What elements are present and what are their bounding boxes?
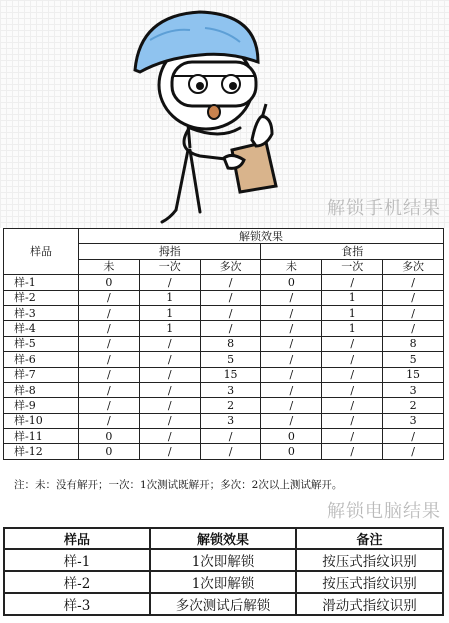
pc-cell: 滑动式指纹识别 <box>296 593 443 615</box>
result-cell: 0 <box>261 275 322 290</box>
phone-results-caption: 解锁手机结果 <box>327 198 441 219</box>
table-row <box>4 593 443 615</box>
result-cell: / <box>383 444 444 459</box>
sample-cell: 样-7 <box>4 367 79 382</box>
table-row <box>4 290 444 305</box>
result-cell: / <box>200 290 261 305</box>
table-row <box>4 571 443 593</box>
result-cell: / <box>383 290 444 305</box>
sample-cell: 样-6 <box>4 352 79 367</box>
result-cell: / <box>261 305 322 320</box>
sample-cell: 样-11 <box>4 429 79 444</box>
table-row <box>4 336 444 351</box>
result-cell: 0 <box>79 444 140 459</box>
sample-cell: 样-10 <box>4 413 79 428</box>
result-cell: / <box>139 398 200 413</box>
sample-cell: 样-8 <box>4 382 79 397</box>
sample-cell: 样-1 <box>4 275 79 290</box>
result-cell: 0 <box>261 429 322 444</box>
sample-cell: 样-2 <box>4 290 79 305</box>
table-row <box>4 444 444 459</box>
result-cell: 1 <box>322 305 383 320</box>
phone-table-body <box>4 275 444 460</box>
result-cell: / <box>139 413 200 428</box>
result-cell: 3 <box>383 413 444 428</box>
sample-cell: 样-9 <box>4 398 79 413</box>
pc-header-cell: 备注 <box>296 528 443 549</box>
result-cell: / <box>200 429 261 444</box>
result-cell: / <box>322 444 383 459</box>
result-cell: / <box>322 367 383 382</box>
sub-header-cell: 未 <box>79 259 140 274</box>
result-cell: / <box>79 398 140 413</box>
result-cell: / <box>261 321 322 336</box>
sample-cell: 样-3 <box>4 305 79 320</box>
result-cell: / <box>139 275 200 290</box>
result-cell: / <box>79 321 140 336</box>
result-cell: / <box>383 429 444 444</box>
phone-results-table <box>3 228 444 460</box>
result-cell: / <box>261 367 322 382</box>
table-row <box>4 321 444 336</box>
result-cell: / <box>322 413 383 428</box>
pc-results-table <box>3 527 444 616</box>
sub-header-cell: 一次 <box>322 259 383 274</box>
result-cell: / <box>79 382 140 397</box>
result-cell: / <box>322 352 383 367</box>
table-row <box>4 382 444 397</box>
pc-cell: 样-2 <box>4 571 150 593</box>
sub-header-cell: 一次 <box>139 259 200 274</box>
result-cell: / <box>79 413 140 428</box>
result-cell: / <box>200 275 261 290</box>
table-row <box>4 305 444 320</box>
result-cell: / <box>261 398 322 413</box>
result-cell: 2 <box>383 398 444 413</box>
table-row <box>4 429 444 444</box>
sample-cell: 样-5 <box>4 336 79 351</box>
pc-cell: 按压式指纹识别 <box>296 549 443 571</box>
result-cell: 1 <box>139 305 200 320</box>
result-cell: 5 <box>200 352 261 367</box>
table-row <box>4 549 443 571</box>
pc-cell: 多次测试后解锁 <box>150 593 296 615</box>
sample-header: 样品 <box>4 229 79 275</box>
result-cell: 0 <box>79 429 140 444</box>
result-cell: / <box>79 305 140 320</box>
sub-header-cell: 未 <box>261 259 322 274</box>
result-cell: / <box>322 429 383 444</box>
table-row <box>4 413 444 428</box>
result-cell: 15 <box>200 367 261 382</box>
result-cell: / <box>261 336 322 351</box>
result-cell: / <box>139 352 200 367</box>
result-cell: 8 <box>200 336 261 351</box>
result-cell: / <box>383 275 444 290</box>
sample-cell: 样-12 <box>4 444 79 459</box>
result-cell: / <box>383 321 444 336</box>
result-cell: / <box>79 367 140 382</box>
result-cell: / <box>200 305 261 320</box>
pc-header-cell: 样品 <box>4 528 150 549</box>
pc-header-cell: 解锁效果 <box>150 528 296 549</box>
pc-cell: 按压式指纹识别 <box>296 571 443 593</box>
result-cell: / <box>139 444 200 459</box>
result-cell: / <box>322 336 383 351</box>
result-cell: 0 <box>261 444 322 459</box>
result-cell: / <box>261 382 322 397</box>
index-finger-header: 食指 <box>261 244 444 259</box>
result-cell: 1 <box>139 321 200 336</box>
result-cell: / <box>322 398 383 413</box>
pc-table-body <box>4 549 443 615</box>
pc-cell: 1次即解锁 <box>150 549 296 571</box>
result-cell: / <box>79 352 140 367</box>
pc-cell: 样-3 <box>4 593 150 615</box>
result-cell: / <box>139 367 200 382</box>
effect-header: 解锁效果 <box>79 229 444 244</box>
result-cell: 15 <box>383 367 444 382</box>
result-cell: 0 <box>79 275 140 290</box>
result-cell: / <box>383 305 444 320</box>
pc-header-row <box>4 528 443 549</box>
sub-header-cell: 多次 <box>200 259 261 274</box>
thumb-header: 拇指 <box>79 244 261 259</box>
result-cell: 5 <box>383 352 444 367</box>
pc-cell: 1次即解锁 <box>150 571 296 593</box>
result-cell: 3 <box>200 413 261 428</box>
illustration <box>0 0 449 228</box>
result-cell: / <box>200 444 261 459</box>
result-cell: 2 <box>200 398 261 413</box>
table-row <box>4 275 444 290</box>
result-cell: / <box>139 382 200 397</box>
result-cell: / <box>139 336 200 351</box>
table-row <box>4 367 444 382</box>
result-cell: / <box>79 336 140 351</box>
result-cell: 3 <box>383 382 444 397</box>
goggles-icon <box>172 62 256 106</box>
table-note: 注：未：没有解开；一次：1次测试既解开；多次：2次以上测试解开。 <box>14 479 343 491</box>
result-cell: 1 <box>139 290 200 305</box>
table-row <box>4 352 444 367</box>
result-cell: 1 <box>322 290 383 305</box>
result-cell: / <box>200 321 261 336</box>
result-cell: / <box>322 382 383 397</box>
sub-header-cell: 多次 <box>383 259 444 274</box>
pc-cell: 样-1 <box>4 549 150 571</box>
result-cell: / <box>79 290 140 305</box>
result-cell: / <box>261 290 322 305</box>
result-cell: / <box>261 352 322 367</box>
result-cell: 3 <box>200 382 261 397</box>
result-cell: / <box>322 275 383 290</box>
result-cell: 8 <box>383 336 444 351</box>
table-row <box>4 398 444 413</box>
result-cell: / <box>139 429 200 444</box>
pc-results-caption: 解锁电脑结果 <box>327 501 441 522</box>
sample-cell: 样-4 <box>4 321 79 336</box>
result-cell: / <box>261 413 322 428</box>
result-cell: 1 <box>322 321 383 336</box>
